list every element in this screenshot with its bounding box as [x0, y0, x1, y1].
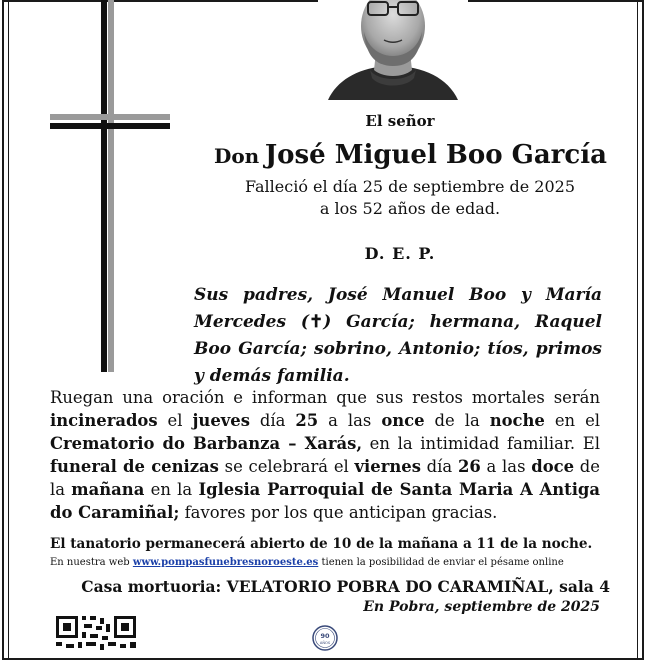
anniversary-seal-icon	[311, 624, 339, 652]
announcement-text: en la intimidad familiar. El	[362, 434, 600, 453]
announcement-text: el	[157, 411, 193, 430]
intro-text: El señor	[365, 112, 435, 130]
qr-code-icon	[54, 612, 138, 652]
announcement-bold: 25	[295, 411, 319, 430]
website-link[interactable]: www.pompasfunebresnoroeste.es	[132, 557, 319, 568]
announcement-bold: doce	[531, 457, 575, 476]
web-suffix: tienen la posibilidad de enviar el pésame online	[318, 557, 564, 568]
family-text-1: Sus padres, José Manuel Boo y María Mercedes (	[194, 285, 602, 332]
web-condolence-line	[50, 557, 620, 568]
seal-label: AÑOS	[319, 641, 331, 645]
announcement-text: favores por los que anticipan gracias.	[179, 503, 498, 522]
announcement-bold: incinerados	[50, 411, 158, 430]
announcement-bold: 26	[457, 457, 481, 476]
place-date: En Pobra, septiembre de 2025	[363, 599, 600, 615]
announcement-text: a las	[318, 411, 382, 430]
announcement-bold: noche	[489, 411, 545, 430]
announcement-text: se celebrará el	[218, 457, 355, 476]
announcement-bold: jueves	[192, 411, 250, 430]
deceased-name	[214, 140, 614, 170]
announcement-text: día	[420, 457, 458, 476]
announcement-bold: mañana	[71, 480, 145, 499]
family-text-2: ) García; hermana, Raquel Boo García; sobrino, Antonio; tíos, primos y demás familia.	[194, 312, 602, 386]
crematorium-name: Crematorio do Barbanza – Xarás,	[50, 434, 363, 453]
announcement-text: de la	[424, 411, 490, 430]
announcement-text: de la	[50, 457, 600, 499]
casa-mortuoria: Casa mortuoria: VELATORIO POBRA DO CARAMIÑAL, sala 4	[81, 577, 610, 596]
church-name: Iglesia Parroquial de Santa Maria A Antiga do Caramiñal;	[50, 480, 600, 522]
portrait-photo	[318, 0, 468, 100]
seal-number: 90	[320, 632, 330, 640]
title-prefix: Don	[214, 144, 260, 168]
small-cross-icon: ✝	[308, 312, 324, 332]
announcement-text: en el	[544, 411, 601, 430]
announcement-bold: funeral de cenizas	[50, 457, 219, 476]
announcement-text: Ruegan una oración e informan que sus restos mortales serán	[50, 388, 600, 407]
dep-text: D. E. P.	[364, 244, 436, 263]
death-info	[230, 176, 590, 220]
full-name: José Miguel Boo García	[264, 140, 607, 170]
announcement-bold: viernes	[354, 457, 421, 476]
announcement-text: día	[249, 411, 296, 430]
age-line: a los 52 años de edad.	[319, 199, 501, 218]
family-paragraph	[194, 282, 602, 390]
tanatorio-hours: El tanatorio permanecerá abierto de 10 de la mañana a 11 de la noche.	[50, 536, 593, 552]
announcement-paragraph	[50, 386, 600, 524]
death-date-line: Falleció el día 25 de septiembre de 2025	[244, 177, 576, 196]
announcement-text: en la	[144, 480, 199, 499]
announcement-text: a las	[480, 457, 532, 476]
announcement-bold: once	[381, 411, 425, 430]
web-prefix: En nuestra web	[50, 557, 133, 568]
